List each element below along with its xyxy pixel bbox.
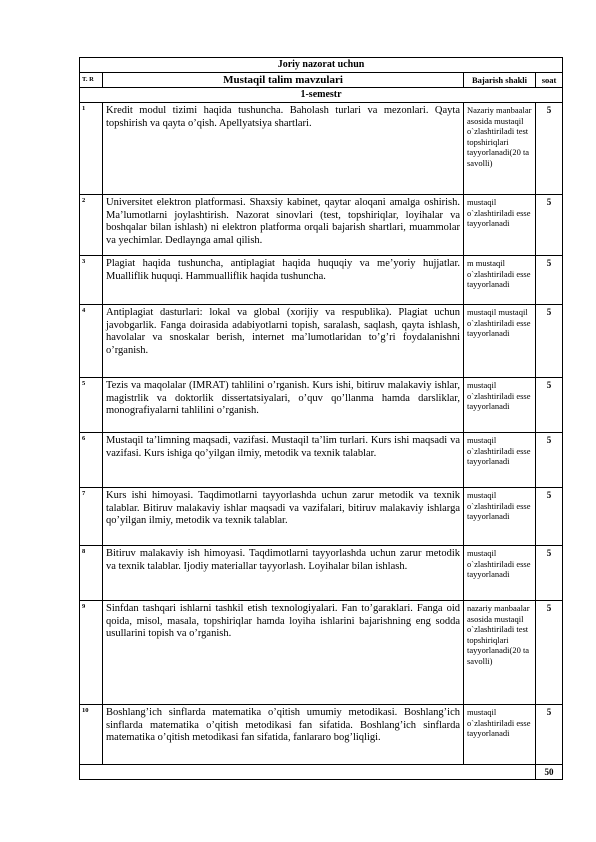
- table-row: [80, 378, 563, 433]
- semester-label: 1-semestr: [80, 88, 563, 103]
- row-hours: 5: [536, 305, 563, 378]
- row-form: nazariy manbaalar asosida mustaqil o`zlashtiriladi test topshiriqlari tayyorlanadi(20 ta savolli): [464, 601, 536, 705]
- row-form: mustaqil o`zlashtiriladi esse tayyorlanadi: [464, 378, 536, 433]
- row-hours: 5: [536, 546, 563, 601]
- independent-study-table: [79, 57, 563, 780]
- column-header-topic: Mustaqil talim mavzulari: [103, 73, 464, 88]
- row-hours: 5: [536, 488, 563, 546]
- row-topic: Plagiat haqida tushuncha, antiplagiat haqida huquqiy va me’yoriy hujjatlar. Mualliflik huquqi. Hammualliflik haqida tushuncha.: [103, 256, 464, 305]
- table-title: Joriy nazorat uchun: [80, 58, 563, 73]
- row-hours: 5: [536, 195, 563, 256]
- row-form: mustaqil o`zlashtiriladi esse tayyorlanadi: [464, 546, 536, 601]
- row-form: mustaqil mustaqil o`zlashtiriladi esse tayyorlanadi: [464, 305, 536, 378]
- table-row: [80, 103, 563, 195]
- row-hours: 5: [536, 378, 563, 433]
- total-row: [80, 765, 563, 780]
- table-body: [80, 103, 563, 765]
- table-row: [80, 705, 563, 765]
- row-hours: 5: [536, 103, 563, 195]
- row-number: 5: [80, 378, 103, 433]
- row-hours: 5: [536, 705, 563, 765]
- row-form: mustaqil o`zlashtiriladi esse tayyorlanadi: [464, 488, 536, 546]
- table-row: [80, 433, 563, 488]
- total-hours: 50: [536, 765, 563, 780]
- table-row: [80, 256, 563, 305]
- total-spacer: [80, 765, 536, 780]
- row-hours: 5: [536, 601, 563, 705]
- row-number: 6: [80, 433, 103, 488]
- row-number: 9: [80, 601, 103, 705]
- row-form: mustaqil o`zlashtiriladi esse tayyorlanadi: [464, 433, 536, 488]
- column-header-hours: soat: [536, 73, 563, 88]
- row-topic: Tezis va maqolalar (IMRAT) tahlilini o’rganish. Kurs ishi, bitiruv malakaviy ishlar, magistrlik va doktorlik dissertatsiyalari, o’quv qo’llanma hamda darsliklar, monografiyalarni tahlilini o’rganish.: [103, 378, 464, 433]
- row-topic: Bitiruv malakaviy ish himoyasi. Taqdimotlarni tayyorlashda uchun zarur metodik va texnik talablar. Ijodiy materiallar tayyorlash. Loyihalar bilan ishlash.: [103, 546, 464, 601]
- row-form: Nazariy manbaalar asosida mustaqil o`zlashtiriladi test topshiriqlari tayyorlanadi(20 ta savolli): [464, 103, 536, 195]
- row-form: m mustaqil o`zlashtiriladi esse tayyorlanadi: [464, 256, 536, 305]
- column-header-row: [80, 73, 563, 88]
- row-hours: 5: [536, 256, 563, 305]
- row-topic: Universitet elektron platformasi. Shaxsiy kabinet, qaytar aloqani amalga oshirish. Ma’lumotlarni joylashtirish. Nazorat sinovlari (test, topshiriqlar, loyihalar va boshqalar bilan ishlash) ni elektron platforma orqali bajarish shartlari, muammolar va yechimlar. Dedlaynga amal qilish.: [103, 195, 464, 256]
- row-number: 2: [80, 195, 103, 256]
- table-row: [80, 601, 563, 705]
- table-row: [80, 546, 563, 601]
- row-hours: 5: [536, 433, 563, 488]
- row-topic: Mustaqil ta’limning maqsadi, vazifasi. Mustaqil ta’lim turlari. Kurs ishi maqsadi va vazifasi. Kurs ishiga qo’yilgan ilmiy, metodik va texnik talablar.: [103, 433, 464, 488]
- row-number: 10: [80, 705, 103, 765]
- row-number: 3: [80, 256, 103, 305]
- row-topic: Sinfdan tashqari ishlarni tashkil etish texnologiyalari. Fan to’garaklari. Fanga oid qoida, misol, masala, topshiriqlar hamda loyiha ishlarini bajarishning eng sodda usullarini topish va o’rganish.: [103, 601, 464, 705]
- table-row: [80, 488, 563, 546]
- table-row: [80, 305, 563, 378]
- row-number: 7: [80, 488, 103, 546]
- row-number: 4: [80, 305, 103, 378]
- row-form: mustaqil o`zlashtiriladi esse tayyorlanadi: [464, 195, 536, 256]
- row-form: mustaqil o`zlashtiriladi esse tayyorlanadi: [464, 705, 536, 765]
- row-topic: Boshlang’ich sinflarda matematika o’qitish umumiy metodikasi. Boshlang’ich sinflarda matematika o’qitish metodikasi fan sifatida. Boshlang’ich sinflarda matematika o’qitish metodikasi fan sifatida, fanlararo bog’liqligi.: [103, 705, 464, 765]
- row-number: 1: [80, 103, 103, 195]
- row-topic: Antiplagiat dasturlari: lokal va global (xorijiy va respublika). Plagiat uchun javobgarlik. Fanga doirasida adabiyotlarni topish, saralash, saqlash, qayta ishlash, havolalar va snoskalar berish, internet ma’lumotlaridan to’g’ri foydalanishni o’rganish.: [103, 305, 464, 378]
- column-header-no: T. R: [80, 73, 103, 88]
- table-row: [80, 195, 563, 256]
- column-header-form: Bajarish shakli: [464, 73, 536, 88]
- row-topic: Kurs ishi himoyasi. Taqdimotlarni tayyorlashda uchun zarur metodik va texnik talablar. Bitiruv malakaviy ishlar maqsadi va vazifalari, bitiruv malakaviy ishlarga qo’yilgan ilmiy, metodik va texnik talablar.: [103, 488, 464, 546]
- row-number: 8: [80, 546, 103, 601]
- row-topic: Kredit modul tizimi haqida tushuncha. Baholash turlari va mezonlari. Qayta topshirish va qayta o’qish. Apellyatsiya shartlari.: [103, 103, 464, 195]
